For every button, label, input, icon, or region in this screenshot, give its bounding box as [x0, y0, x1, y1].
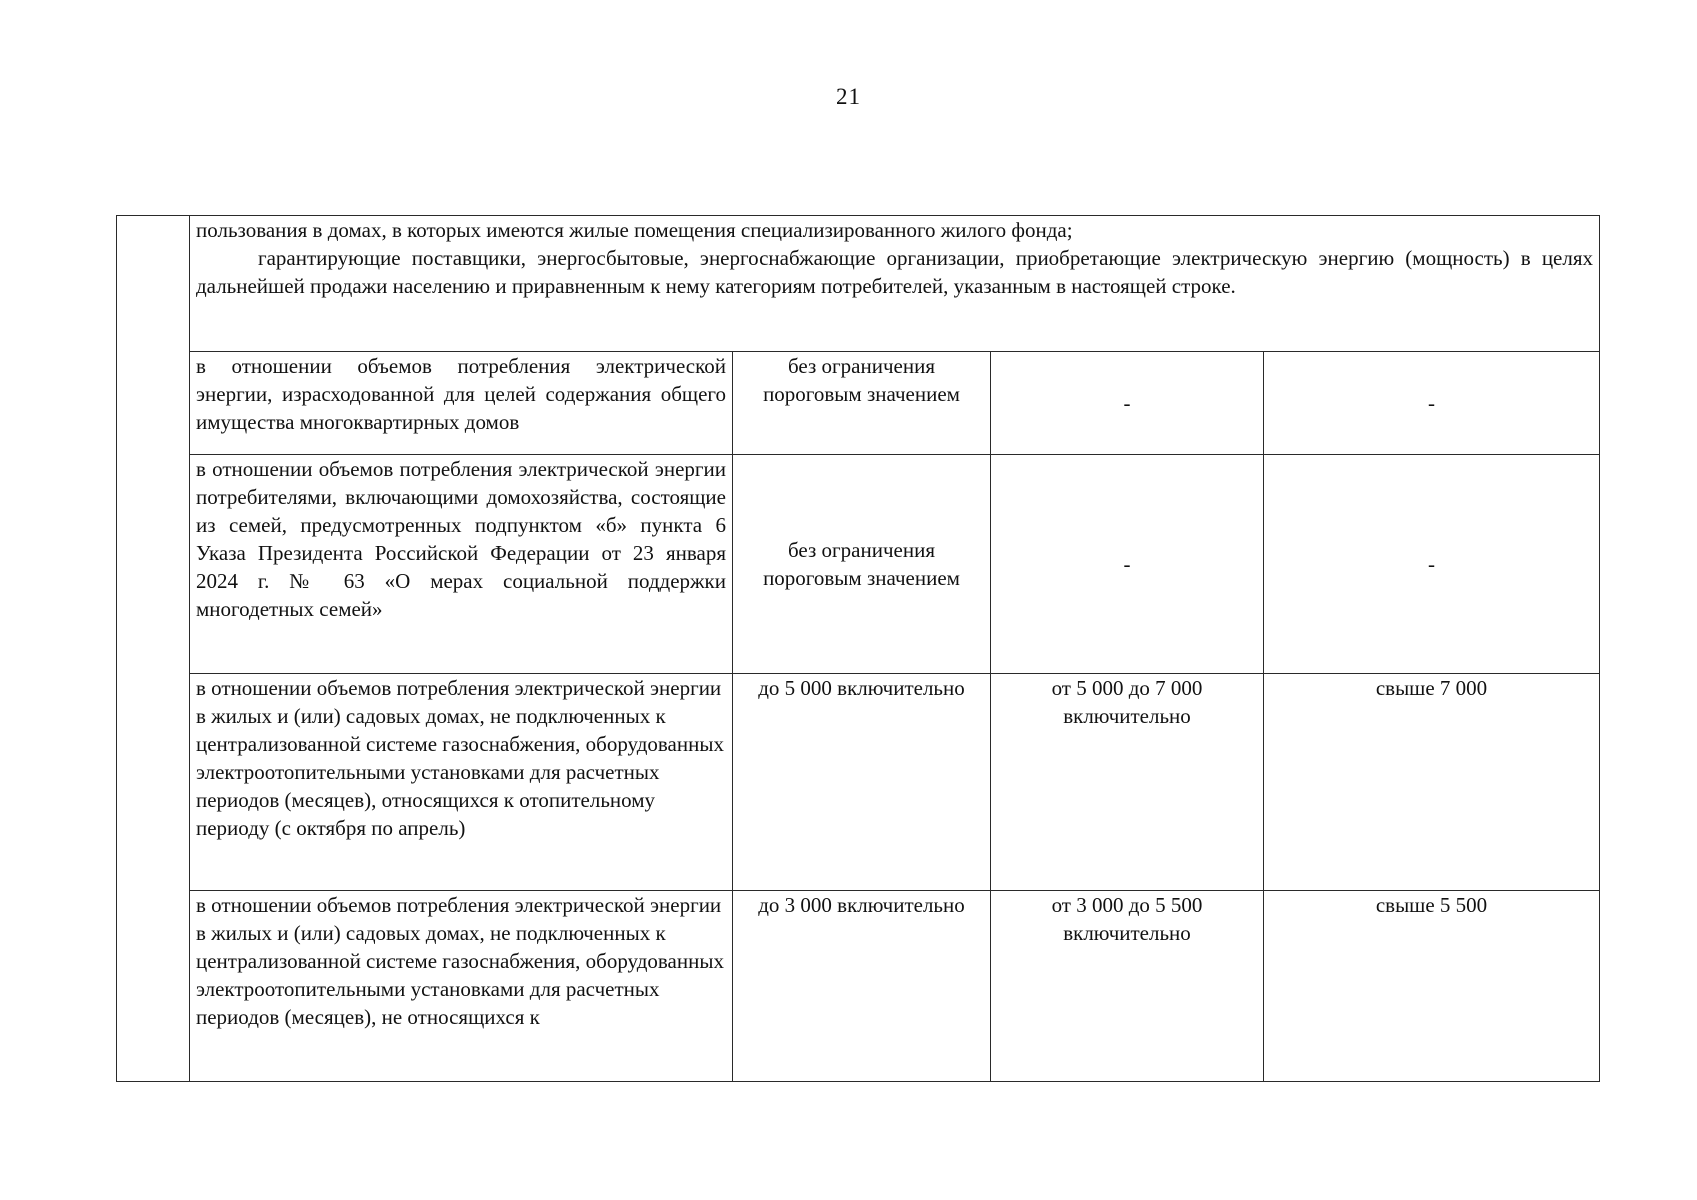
intro-cell	[190, 216, 1600, 352]
threshold-mid: от 5 000 до 7 000 включительно	[991, 674, 1264, 891]
threshold-high: -	[1264, 455, 1600, 674]
row-description: в отношении объемов потребления электрической энергии, израсходованной для целей содержания общего имущества многоквартирных домов	[190, 352, 733, 455]
threshold-low: без ограничения пороговым значением	[733, 352, 991, 455]
table-row	[117, 674, 1600, 891]
threshold-mid: -	[991, 455, 1264, 674]
threshold-low: до 5 000 включительно	[733, 674, 991, 891]
page-number: 21	[836, 84, 861, 109]
threshold-mid: -	[991, 352, 1264, 455]
threshold-mid: от 3 000 до 5 500 включительно	[991, 891, 1264, 1082]
threshold-low: до 3 000 включительно	[733, 891, 991, 1082]
table-row	[117, 352, 1600, 455]
tariff-threshold-table	[116, 215, 1600, 1082]
intro-line-2: гарантирующие поставщики, энергосбытовые, энергоснабжающие организации, приобретающие электрическую энергию (мощность) в целях дальнейшей продажи населению и приравненным к нему категориям потребителей, указанным в настоящей строке.	[196, 246, 1594, 298]
table-row	[117, 891, 1600, 1082]
table-row	[117, 455, 1600, 674]
threshold-low: без ограничения пороговым значением	[733, 455, 991, 674]
threshold-high: свыше 7 000	[1264, 674, 1600, 891]
row-number-column	[117, 216, 190, 1082]
table-row-intro	[117, 216, 1600, 352]
row-description: в отношении объемов потребления электрической энергии в жилых и (или) садовых домах, не подключенных к централизованной системе газоснабжения, оборудованных электроотопительными установками для расчетных периодов (месяцев), не относящихся к	[190, 891, 733, 1082]
threshold-high: свыше 5 500	[1264, 891, 1600, 1082]
row-description: в отношении объемов потребления электрической энергии потребителями, включающими домохозяйства, состоящие из семей, предусмотренных подпунктом «б» пункта 6 Указа Президента Российской Федерации от 23 января 2024 г. № 63 «О мерах социальной поддержки многодетных семей»	[190, 455, 733, 674]
intro-line-1: пользования в домах, в которых имеются жилые помещения специализированного жилого фонда;	[196, 218, 1073, 242]
row-description: в отношении объемов потребления электрической энергии в жилых и (или) садовых домах, не подключенных к централизованной системе газоснабжения, оборудованных электроотопительными установками для расчетных периодов (месяцев), относящихся к отопительному периоду (с октября по апрель)	[190, 674, 733, 891]
threshold-high: -	[1264, 352, 1600, 455]
